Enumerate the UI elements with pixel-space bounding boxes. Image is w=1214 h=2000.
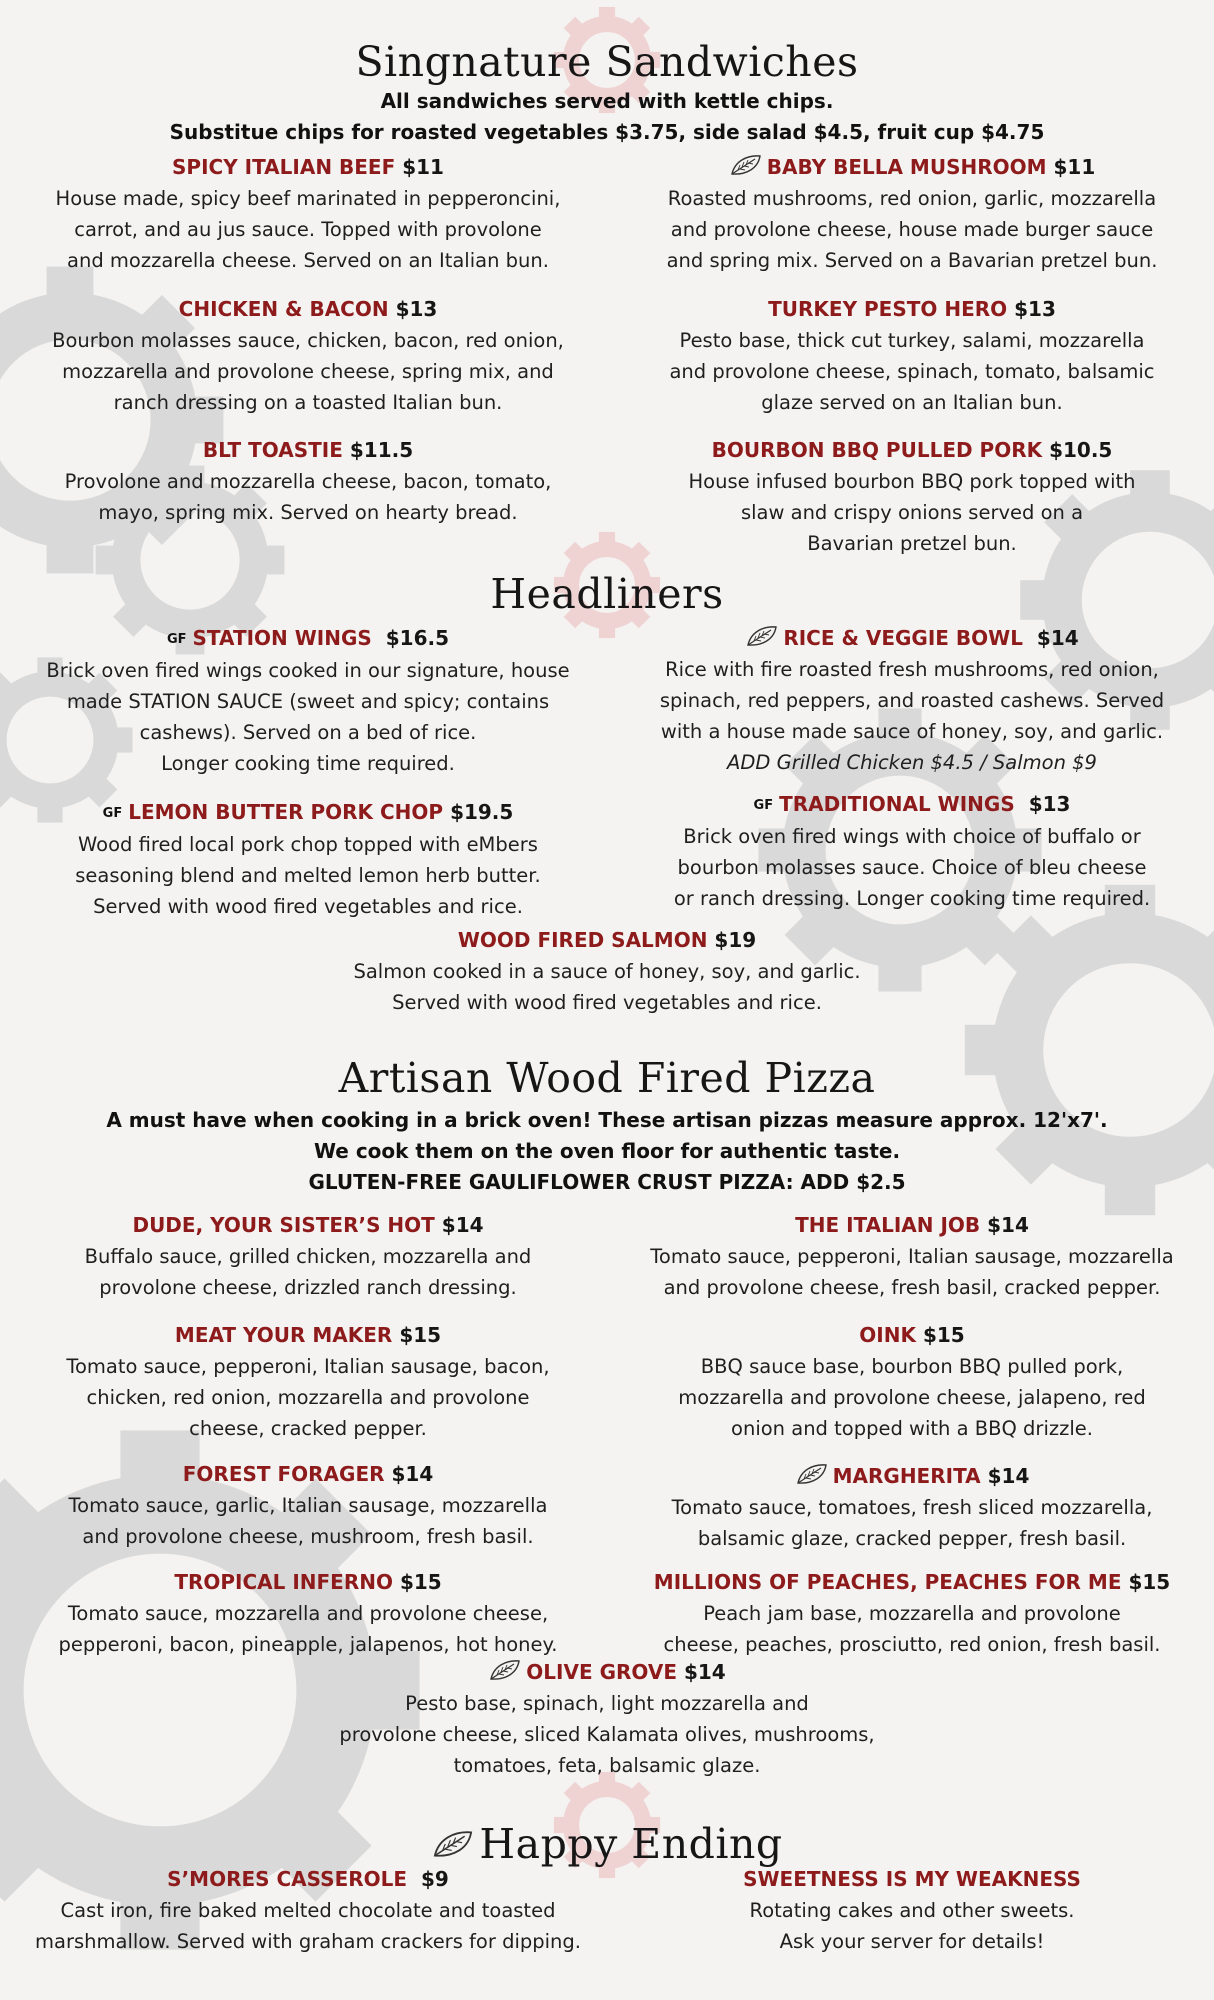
menu-item: [8, 623, 608, 779]
menu-item: [612, 1461, 1212, 1554]
menu-item: [8, 1459, 608, 1552]
menu-item: [612, 1864, 1212, 1957]
item-price: $15: [1128, 1570, 1171, 1594]
menu-item: [8, 1320, 608, 1444]
menu-item: [8, 797, 608, 922]
gluten-free-tag: GF: [102, 806, 123, 821]
item-price: $13: [1014, 297, 1056, 321]
menu-item: [612, 435, 1212, 559]
menu-item: [612, 1320, 1212, 1444]
menu-item: [8, 435, 608, 528]
item-price: $13: [1028, 792, 1071, 816]
leaf-icon: [729, 153, 763, 177]
item-description: Brick oven fired wings cooked in our signature, house made STATION SAUCE (sweet and spicy; contains cashews). Served on a bed of rice. Longer cooking time required.: [46, 659, 570, 775]
item-price: $13: [395, 297, 438, 321]
sandwiches-subtitle: All sandwiches served with kettle chips. Substitue chips for roasted vegetables $3.75, side salad $4.5, fruit cup $4.75: [169, 89, 1045, 144]
item-name: MILLIONS OF PEACHES, PEACHES FOR ME: [653, 1570, 1122, 1594]
item-addon: ADD Grilled Chicken $4.5 / Salmon $9: [727, 751, 1097, 774]
menu-item: [207, 1657, 1007, 1781]
item-price: $14: [391, 1462, 434, 1486]
item-description: Tomato sauce, tomatoes, fresh sliced mozzarella, balsamic glaze, cracked pepper, fresh basil.: [671, 1496, 1153, 1550]
item-name: BOURBON BBQ PULLED PORK: [711, 438, 1043, 462]
item-name: DUDE, YOUR SISTER’S HOT: [132, 1213, 435, 1237]
menu-item: [612, 1210, 1212, 1303]
item-description: Pesto base, spinach, light mozzarella and provolone cheese, sliced Kalamata olives, mushrooms, tomatoes, feta, balsamic glaze.: [339, 1692, 875, 1777]
section-title-headliners: Headliners: [490, 570, 724, 618]
item-price: $19: [714, 928, 757, 952]
item-description: Brick oven fired wings with choice of buffalo or bourbon molasses sauce. Choice of bleu cheese or ranch dressing. Longer cooking time required.: [673, 825, 1151, 910]
item-description: Rotating cakes and other sweets. Ask your server for details!: [749, 1899, 1075, 1953]
item-name: STATION WINGS: [192, 626, 372, 650]
item-price: $11: [402, 155, 444, 179]
item-description: Provolone and mozzarella cheese, bacon, tomato, mayo, spring mix. Served on hearty bread.: [64, 470, 552, 524]
gluten-free-tag: GF: [166, 632, 187, 647]
leaf-icon: [488, 1658, 522, 1682]
item-price: $9: [420, 1867, 449, 1891]
item-price: $15: [399, 1570, 442, 1594]
item-name: S’MORES CASSEROLE: [167, 1867, 408, 1891]
gluten-free-tag: GF: [753, 798, 774, 813]
item-description: Tomato sauce, garlic, Italian sausage, mozzarella and provolone cheese, mushroom, fresh basil.: [68, 1494, 548, 1548]
item-description: Peach jam base, mozzarella and provolone cheese, peaches, prosciutto, red onion, fresh basil.: [663, 1602, 1161, 1656]
leaf-icon: [431, 1828, 475, 1860]
item-description: Bourbon molasses sauce, chicken, bacon, red onion, mozzarella and provolone cheese, spring mix, and ranch dressing on a toasted Italian bun.: [52, 329, 564, 414]
menu-item: [612, 789, 1212, 914]
item-price: $14: [987, 1213, 1029, 1237]
item-description: Rice with fire roasted fresh mushrooms, red onion, spinach, red peppers, and roasted cashews. Served with a house made sauce of honey, soy, and garlic. ADD Grilled Chicken $4.5 / Salmon $9: [659, 658, 1165, 774]
item-name: MEAT YOUR MAKER: [174, 1323, 393, 1347]
item-price: $15: [399, 1323, 442, 1347]
item-name: TURKEY PESTO HERO: [768, 297, 1008, 321]
item-price: $16.5: [385, 626, 450, 650]
item-price: $10.5: [1049, 438, 1113, 462]
leaf-icon: [745, 624, 779, 648]
menu-item: [8, 152, 608, 276]
item-price: $15: [922, 1323, 965, 1347]
menu-item: [612, 1567, 1212, 1660]
item-price: $14: [987, 1464, 1030, 1488]
item-description: Tomato sauce, pepperoni, Italian sausage, mozzarella and provolone cheese, fresh basil, cracked pepper.: [650, 1245, 1174, 1299]
item-description: Salmon cooked in a sauce of honey, soy, and garlic. Served with wood fired vegetables and rice.: [353, 960, 861, 1014]
menu-item: [8, 1567, 608, 1660]
item-description: House infused bourbon BBQ pork topped with slaw and crispy onions served on a Bavarian pretzel bun.: [688, 470, 1136, 555]
section-title-dessert: Happy Ending: [0, 1820, 1214, 1868]
item-name: FOREST FORAGER: [182, 1462, 385, 1486]
item-name: CHICKEN & BACON: [178, 297, 389, 321]
item-name: SPICY ITALIAN BEEF: [172, 155, 396, 179]
item-price: $11: [1053, 155, 1096, 179]
menu-item: [612, 623, 1212, 778]
item-name: LEMON BUTTER PORK CHOP: [128, 800, 444, 824]
item-description: Buffalo sauce, grilled chicken, mozzarella and provolone cheese, drizzled ranch dressing.: [84, 1245, 532, 1299]
item-name: TRADITIONAL WINGS: [779, 792, 1015, 816]
item-description: Cast iron, fire baked melted chocolate and toasted marshmallow. Served with graham crackers for dipping.: [35, 1899, 581, 1953]
section-title-pizza: Artisan Wood Fired Pizza: [338, 1054, 876, 1102]
pizza-subtitle: A must have when cooking in a brick oven! These artisan pizzas measure approx. 12'x7'. We cook them on the oven floor for authentic taste. GLUTEN-FREE GAULIFLOWER CRUST PIZZA: ADD $2.5: [106, 1108, 1108, 1194]
item-description: Tomato sauce, mozzarella and provolone cheese, pepperoni, bacon, pineapple, jalapenos, hot honey.: [58, 1602, 558, 1656]
item-description: Tomato sauce, pepperoni, Italian sausage, bacon, chicken, red onion, mozzarella and provolone cheese, cracked pepper.: [66, 1355, 550, 1440]
item-description: Pesto base, thick cut turkey, salami, mozzarella and provolone cheese, spinach, tomato, balsamic glaze served on an Italian bun.: [669, 329, 1155, 414]
section-title-sandwiches: Singnature Sandwiches: [355, 38, 859, 86]
item-price: $14: [441, 1213, 484, 1237]
menu-item: [612, 294, 1212, 418]
item-price: $11.5: [349, 438, 414, 462]
item-price: $19.5: [450, 800, 514, 824]
item-description: Roasted mushrooms, red onion, garlic, mozzarella and provolone cheese, house made burger sauce and spring mix. Served on a Bavarian pretzel bun.: [666, 187, 1158, 272]
leaf-icon: [795, 1462, 829, 1486]
menu-item: [612, 152, 1212, 276]
item-name: BLT TOASTIE: [202, 438, 343, 462]
item-name: RICE & VEGGIE BOWL: [783, 626, 1023, 650]
item-price: $14: [1036, 626, 1079, 650]
item-description: Wood fired local pork chop topped with eMbers seasoning blend and melted lemon herb butter. Served with wood fired vegetables and rice.: [75, 833, 541, 918]
item-description: House made, spicy beef marinated in pepperoncini, carrot, and au jus sauce. Topped with provolone and mozzarella cheese. Served on an Italian bun.: [55, 187, 561, 272]
item-name: MARGHERITA: [832, 1464, 981, 1488]
item-name: TROPICAL INFERNO: [174, 1570, 393, 1594]
item-description: BBQ sauce base, bourbon BBQ pulled pork, mozzarella and provolone cheese, jalapeno, red onion and topped with a BBQ drizzle.: [678, 1355, 1146, 1440]
menu-item: [207, 925, 1007, 1018]
menu-item: [8, 294, 608, 418]
menu-item: [8, 1210, 608, 1303]
item-name: OLIVE GROVE: [526, 1660, 677, 1684]
item-name: WOOD FIRED SALMON: [457, 928, 708, 952]
menu-item: [8, 1864, 608, 1957]
item-name: BABY BELLA MUSHROOM: [766, 155, 1047, 179]
item-name: OINK: [859, 1323, 916, 1347]
item-name: THE ITALIAN JOB: [795, 1213, 981, 1237]
item-name: SWEETNESS IS MY WEAKNESS: [743, 1867, 1081, 1891]
item-price: $14: [683, 1660, 726, 1684]
